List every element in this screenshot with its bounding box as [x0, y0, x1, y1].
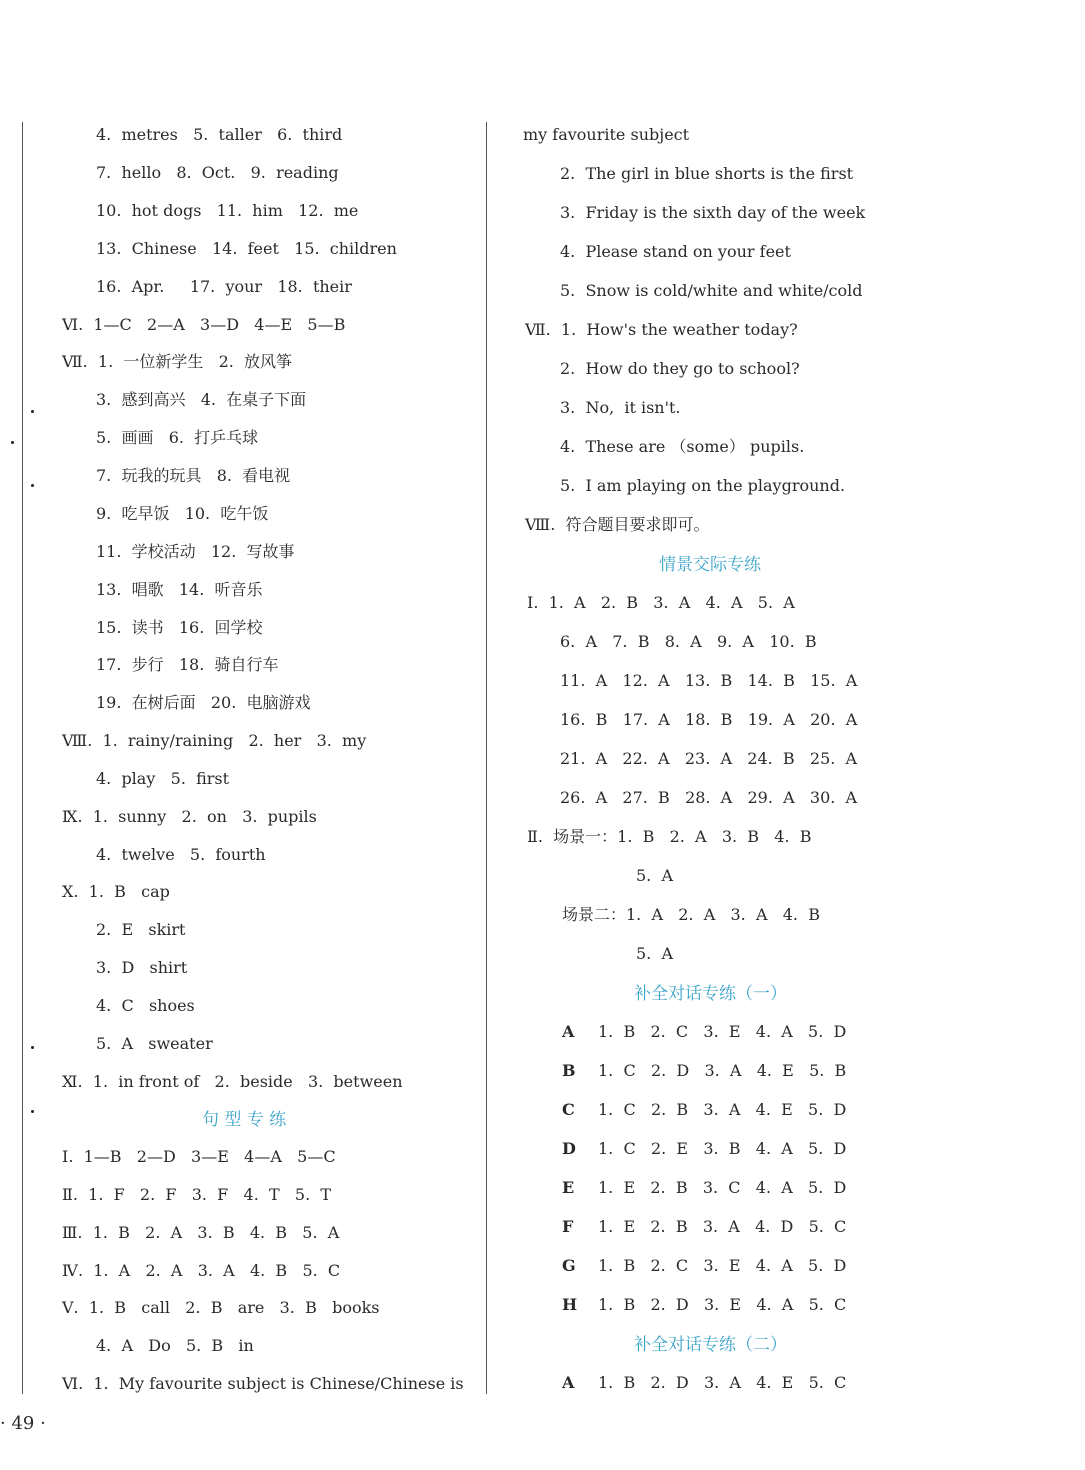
answer-line: 17. 步行 18. 骑自行车: [96, 655, 279, 674]
answer-line: 4. C shoes: [96, 996, 195, 1015]
answer-line: 5. A sweater: [96, 1034, 213, 1053]
set-letter: D: [562, 1139, 576, 1158]
answer-line: Ⅵ. 1—C 2—A 3—D 4—E 5—B: [62, 315, 346, 334]
answer-line: 1. C 2. B 3. A 4. E 5. D: [598, 1100, 847, 1119]
margin-dot: [31, 484, 34, 487]
margin-dot: [11, 441, 14, 444]
margin-dot: [31, 410, 34, 413]
answer-line: 1. B 2. D 3. A 4. E 5. C: [598, 1373, 847, 1392]
answer-line: 1. B 2. D 3. E 4. A 5. C: [598, 1295, 847, 1314]
answer-line: 3. 感到高兴 4. 在桌子下面: [96, 390, 307, 409]
answer-line: 15. 读书 16. 回学校: [96, 618, 263, 637]
set-letter: A: [562, 1022, 575, 1041]
answer-line: 4. metres 5. taller 6. third: [96, 125, 343, 144]
answer-line: 4. play 5. first: [96, 769, 230, 788]
answer-line: 2. How do they go to school?: [560, 359, 800, 378]
answer-line: Ⅴ. 1. B call 2. B are 3. B books: [62, 1298, 380, 1317]
answer-line: Ⅰ. 1. A 2. B 3. A 4. A 5. A: [527, 593, 795, 612]
section-heading: 情景交际专练: [659, 555, 761, 575]
answer-line: 4. These are （some） pupils.: [560, 437, 805, 456]
set-letter: E: [562, 1178, 575, 1197]
answer-line: Ⅺ. 1. in front of 2. beside 3. between: [62, 1072, 403, 1091]
answer-line: 4. twelve 5. fourth: [96, 845, 266, 864]
answer-line: 3. D shirt: [96, 958, 188, 977]
answer-line: 5. I am playing on the playground.: [560, 476, 846, 495]
answer-line: 1. C 2. D 3. A 4. E 5. B: [598, 1061, 847, 1080]
set-letter: F: [562, 1217, 574, 1236]
answer-line: 1. B 2. C 3. E 4. A 5. D: [598, 1022, 847, 1041]
answer-line: Ⅶ. 1. 一位新学生 2. 放风筝: [62, 352, 293, 371]
margin-dot: [31, 1110, 34, 1113]
answer-line: 场景二：1. A 2. A 3. A 4. B: [562, 905, 820, 924]
answer-line: 1. B 2. C 3. E 4. A 5. D: [598, 1256, 847, 1275]
answer-line: 4. Please stand on your feet: [560, 242, 791, 261]
answer-line: Ⅷ. 1. rainy/raining 2. her 3. my: [62, 731, 367, 750]
answer-line: Ⅱ. 1. F 2. F 3. F 4. T 5. T: [62, 1185, 331, 1204]
left-margin-rule: [22, 122, 23, 1394]
answer-line: Ⅱ. 场景一：1. B 2. A 3. B 4. B: [527, 827, 812, 846]
set-letter: G: [562, 1256, 576, 1275]
section-heading: 补全对话专练（一）: [634, 984, 787, 1004]
answer-line: Ⅷ. 符合题目要求即可。: [525, 515, 710, 534]
section-heading: 句 型 专 练: [202, 1110, 287, 1130]
answer-line: 16. Apr. 17. your 18. their: [96, 277, 352, 296]
answer-line: 11. A 12. A 13. B 14. B 15. A: [560, 671, 858, 690]
answer-line: 6. A 7. B 8. A 9. A 10. B: [560, 632, 817, 651]
answer-line: 5. 画画 6. 打乒乓球: [96, 428, 259, 447]
answer-line: Ⅸ. 1. sunny 2. on 3. pupils: [62, 807, 317, 826]
answer-line: 9. 吃早饭 10. 吃午饭: [96, 504, 269, 523]
set-letter: C: [562, 1100, 575, 1119]
answer-line: 5. A: [636, 944, 673, 963]
answer-line: 16. B 17. A 18. B 19. A 20. A: [560, 710, 858, 729]
answer-line: 19. 在树后面 20. 电脑游戏: [96, 693, 311, 712]
answer-line: 2. E skirt: [96, 920, 186, 939]
answer-line: 10. hot dogs 11. him 12. me: [96, 201, 359, 220]
answer-line: Ⅲ. 1. B 2. A 3. B 4. B 5. A: [62, 1223, 340, 1242]
page-number: · 49 ·: [0, 1413, 46, 1434]
center-column-rule: [486, 122, 487, 1394]
answer-line: 3. No, it isn't.: [560, 398, 681, 417]
answer-line: Ⅰ. 1—B 2—D 3—E 4—A 5—C: [62, 1147, 336, 1166]
answer-line: 13. 唱歌 14. 听音乐: [96, 580, 263, 599]
margin-dot: [31, 1046, 34, 1049]
set-letter: B: [562, 1061, 576, 1080]
answer-line: 11. 学校活动 12. 写故事: [96, 542, 295, 561]
answer-line: 1. C 2. E 3. B 4. A 5. D: [598, 1139, 847, 1158]
answer-line: Ⅹ. 1. B cap: [62, 882, 170, 901]
answer-line: 21. A 22. A 23. A 24. B 25. A: [560, 749, 858, 768]
answer-line: 7. 玩我的玩具 8. 看电视: [96, 466, 291, 485]
answer-line: 2. The girl in blue shorts is the first: [560, 164, 854, 183]
set-letter: A: [562, 1373, 575, 1392]
answer-line: 5. Snow is cold/white and white/cold: [560, 281, 863, 300]
answer-line: Ⅶ. 1. How's the weather today?: [525, 320, 798, 339]
answer-line: 5. A: [636, 866, 673, 885]
section-heading: 补全对话专练（二）: [634, 1335, 787, 1355]
answer-line: 1. E 2. B 3. C 4. A 5. D: [598, 1178, 847, 1197]
answer-line: 3. Friday is the sixth day of the week: [560, 203, 866, 222]
answer-line: 1. E 2. B 3. A 4. D 5. C: [598, 1217, 847, 1236]
answer-line: 4. A Do 5. B in: [96, 1336, 254, 1355]
set-letter: H: [562, 1295, 578, 1314]
answer-line: Ⅵ. 1. My favourite subject is Chinese/Chinese is: [62, 1374, 464, 1393]
answer-line: 26. A 27. B 28. A 29. A 30. A: [560, 788, 858, 807]
answer-line: Ⅳ. 1. A 2. A 3. A 4. B 5. C: [62, 1261, 341, 1280]
answer-line: my favourite subject: [523, 125, 690, 144]
answer-line: 13. Chinese 14. feet 15. children: [96, 239, 397, 258]
answer-line: 7. hello 8. Oct. 9. reading: [96, 163, 339, 182]
